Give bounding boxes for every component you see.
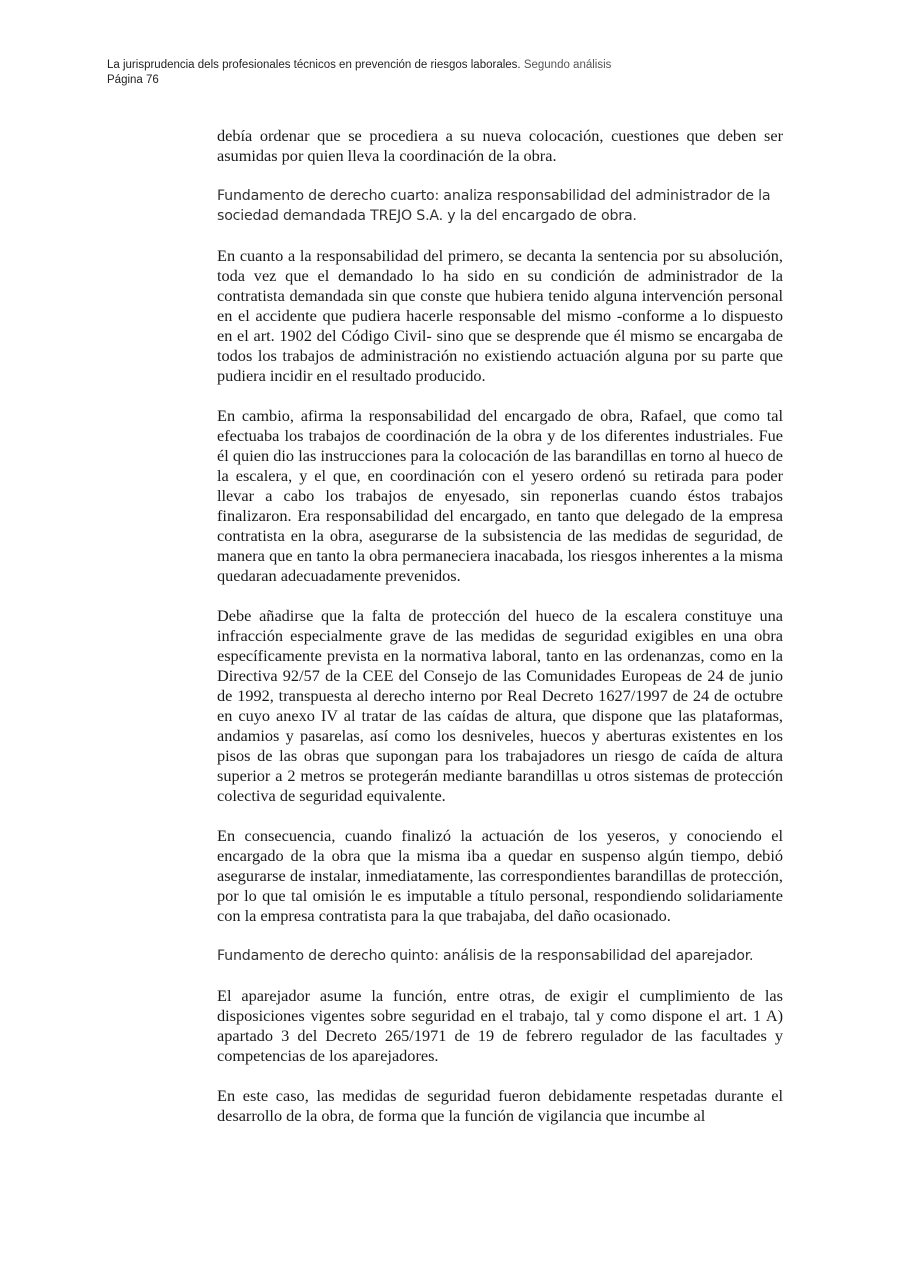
section-heading: Fundamento de derecho quinto: análisis de la responsabilidad del aparejador. — [217, 948, 754, 964]
paragraph: El aparejador asume la función, entre otras, de exigir el cumplimiento de las disposiciones vigentes sobre seguridad en el trabajo, tal y como dispone el art. 1 A) apartado 3 del Decreto 265/1971 de 19 de febrero regulador de las facultades y competencias de los aparejadores. — [217, 986, 783, 1065]
paragraph: Debe añadirse que la falta de protección del hueco de la escalera constituye una infracción especialmente grave de las medidas de seguridad exigibles en una obra específicamente prevista en la normativa laboral, tanto en las ordenanzas, como en la Directiva 92/57 de la CEE del Consejo de las Comunidades Europeas de 24 de junio de 1992, transpuesta al derecho interno por Real Decreto 1627/1997 de 24 de octubre en cuyo anexo IV al tratar de las caídas de altura, que dispone que las plataformas, andamios y pasarelas, así como los desniveles, huecos y aberturas existentes en los pisos de las obras que supongan para los trabajadores un riesgo de caída de altura superior a 2 metros se protegerán mediante barandillas u otros sistemas de protección colectiva de seguridad equivalente. — [217, 606, 783, 805]
header-subtitle: Segundo análisis — [523, 59, 612, 71]
document-body — [217, 126, 783, 1146]
paragraph: En cuanto a la responsabilidad del primero, se decanta la sentencia por su absolución, toda vez que el demandado lo ha sido en su condición de administrador de la contratista demandada sin que conste que hubiera tenido alguna intervención personal en el accidente que pudiera hacerle responsable del mismo -conforme a lo dispuesto en el art. 1902 del Código Civil- sino que se desprende que él mismo se encargaba de todos los trabajos de administración no existiendo actuación alguna por su parte que pudiera incidir en el resultado producido. — [217, 246, 783, 385]
section-heading: Fundamento de derecho cuarto: analiza responsabilidad del administrador de la sociedad demandada TREJO S.A. y la del encargado de obra. — [217, 188, 771, 224]
header-title-line — [107, 58, 611, 73]
paragraph: En consecuencia, cuando finalizó la actuación de los yeseros, y conociendo el encargado de la obra que la misma iba a quedar en suspenso algún tiempo, debió asegurarse de instalar, inmediatamente, las correspondientes barandillas de protección, por lo que tal omisión le es imputable a título personal, respondiendo solidariamente con la empresa contratista para la que trabajaba, del daño ocasionado. — [217, 826, 783, 925]
paragraph: En cambio, afirma la responsabilidad del encargado de obra, Rafael, que como tal efectuaba los trabajos de coordinación de la obra y de los diferentes industriales. Fue él quien dio las instrucciones para la colocación de las barandillas en torno al hueco de la escalera, y el que, en coordinación con el yesero ordenó su retirada para poder llevar a cabo los trabajos de enyesado, sin reponerlas cuando éstos trabajos finalizaron. Era responsabilidad del encargado, en tanto que delegado de la empresa contratista en la obra, asegurarse de la subsistencia de las medidas de seguridad, de manera que en tanto la obra permaneciera inacabada, los riesgos inherentes a la misma quedaran adecuadamente prevenidos. — [217, 406, 783, 585]
running-header — [107, 58, 611, 88]
page-number: Página 76 — [107, 74, 159, 86]
paragraph: debía ordenar que se procediera a su nueva colocación, cuestiones que deben ser asumidas por quien lleva la coordinación de la obra. — [217, 126, 783, 165]
paragraph: En este caso, las medidas de seguridad fueron debidamente respetadas durante el desarrollo de la obra, de forma que la función de vigilancia que incumbe al — [217, 1086, 783, 1125]
header-title: La jurisprudencia dels profesionales técnicos en prevención de riesgos laborales. — [107, 59, 521, 71]
